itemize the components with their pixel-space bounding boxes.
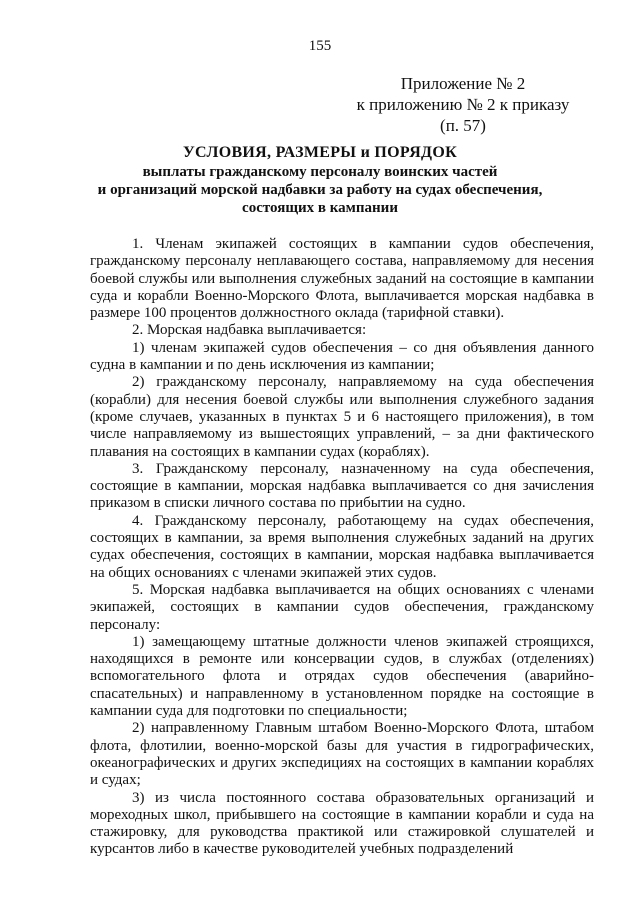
appendix-reference xyxy=(333,73,593,136)
document-body xyxy=(90,236,594,859)
paragraph-2-2: 2) гражданскому персоналу, направляемому на суда обеспечения (корабли) для несения боевой службы или выполнения служебного задания (кроме случаев, указанных в пунктах 5 и 6 настоящего приложения), в том числе направляемому из вышестоящих управлений, – за дни фактического плавания на состоящих в кампании судах (кораблях). xyxy=(90,374,594,460)
paragraph-1: 1. Членам экипажей состоящих в кампании судов обеспечения, гражданскому персоналу неплавающего состава, направляемому для несения боевой службы или выполнения служебных заданий на состоящие в кампании суда и корабли Военно-Морского Флота, выплачивается морская надбавка в размере 100 процентов должностного оклада (тарифной ставки). xyxy=(90,236,594,322)
paragraph-2-1: 1) членам экипажей судов обеспечения – со дня объявления данного судна в кампании и по день исключения из кампании; xyxy=(90,339,594,374)
title-sub-3: состоящих в кампании xyxy=(242,200,398,216)
paragraph-5-2: 2) направленному Главным штабом Военно-Морского Флота, штабом флота, флотилии, военно-морской базы для участия в гидрографических, океанографических и других экспедициях на состоящих в кампании кораблях и судах; xyxy=(90,720,594,789)
appendix-line-2: к приложению № 2 к приказу xyxy=(356,95,570,114)
paragraph-3: 3. Гражданскому персоналу, назначенному на суда обеспечения, состоящие в кампании, морская надбавка выплачивается со дня зачисления приказом в списки личного состава по прибытии на судно. xyxy=(90,460,594,512)
document-title xyxy=(90,144,550,217)
appendix-line-3: (п. 57) xyxy=(440,116,486,135)
appendix-line-1: Приложение № 2 xyxy=(400,74,526,93)
page-number: 155 xyxy=(308,38,332,54)
title-sub-1: выплаты гражданскому персоналу воинских частей xyxy=(142,164,498,180)
title-sub-2: и организаций морской надбавки за работу на судах обеспечения, xyxy=(97,182,543,198)
paragraph-5: 5. Морская надбавка выплачивается на общих основаниях с членами экипажей, состоящих в кампании судов обеспечения, гражданскому персоналу: xyxy=(90,581,594,633)
paragraph-5-3: 3) из числа постоянного состава образовательных организаций и мореходных школ, прибывшего на состоящие в кампании корабли и суда на стажировку, для руководства практикой или стажировкой слушателей и курсантов либо в качестве руководителей учебных подразделений xyxy=(90,789,594,858)
paragraph-2: 2. Морская надбавка выплачивается: xyxy=(132,322,367,339)
paragraph-5-1: 1) замещающему штатные должности членов экипажей строящихся, находящихся в ремонте или консервации судов, в службах (отделениях) вспомогательного флота и отрядах судов обеспечения (аварийно-спасательных) и направленному в установленном порядке на состоящие в кампании суда для подготовки по специальности; xyxy=(90,633,594,720)
title-main: УСЛОВИЯ, РАЗМЕРЫ и ПОРЯДОК xyxy=(182,144,458,161)
paragraph-4: 4. Гражданскому персоналу, работающему на судах обеспечения, состоящих в кампании, за время выполнения служебных заданий на других судах обеспечения, состоящих в кампании, морская надбавка выплачивается на общих основаниях с членами экипажей этих судов. xyxy=(90,512,594,581)
